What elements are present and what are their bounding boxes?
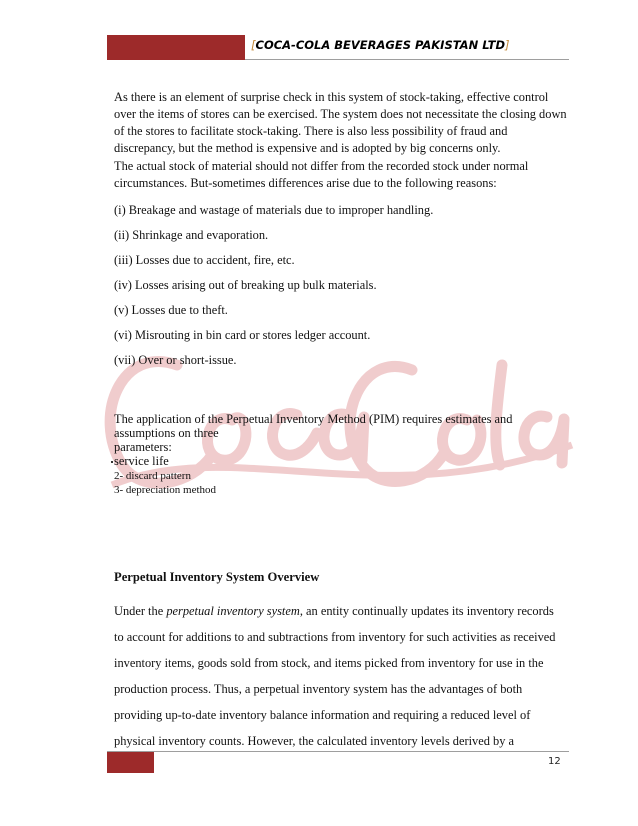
- section-intro-after: , an entity continually updates its inventory records: [299, 604, 554, 618]
- pim-item-service-life: service life: [114, 454, 169, 468]
- section-line: production process. Thus, a perpetual inventory system has the advantages of both: [114, 682, 523, 696]
- section-line-intro: [114, 603, 554, 620]
- pim-line-1: The application of the Perpetual Inventory Method (PIM) requires estimates and: [114, 412, 513, 426]
- reason-item: (iii) Losses due to accident, fire, etc.: [114, 253, 295, 267]
- pim-line-3: parameters:: [114, 440, 172, 454]
- header-accent-bar: [107, 35, 245, 60]
- header-bracket-open: [: [251, 38, 256, 52]
- footer-rule: [107, 751, 569, 752]
- pim-line-2: assumptions on three: [114, 426, 219, 440]
- paragraph-surprise-check: As there is an element of surprise check in this system of stock-taking, effective control over the items of stores can be exercised. The system does not necessitate the closing down of the stores to facilitate stock-taking. There is also less possibility of fraud and discrepancy, but the method is expensive and is adopted by big concerns only.: [114, 90, 567, 155]
- section-intro-emphasis: perpetual inventory system: [166, 604, 300, 618]
- section-line: physical inventory counts. However, the calculated inventory levels derived by a: [114, 734, 515, 748]
- section-line: inventory items, goods sold from stock, and items picked from inventory for use in the: [114, 656, 544, 670]
- section-intro-before: Under the: [114, 604, 167, 618]
- reason-item: (vii) Over or short-issue.: [114, 353, 237, 367]
- list-marker: [111, 461, 113, 463]
- reason-item: (ii) Shrinkage and evaporation.: [114, 228, 269, 242]
- paragraph-actual-stock: The actual stock of material should not differ from the recorded stock under normal circumstances. But-sometimes differences arise due to the following reasons:: [114, 159, 529, 190]
- section-heading: Perpetual Inventory System Overview: [114, 570, 320, 584]
- reason-item: (i) Breakage and wastage of materials due to improper handling.: [114, 203, 434, 217]
- section-line: to account for additions to and subtractions from inventory for such activities as received: [114, 630, 556, 644]
- page-number: 12: [548, 756, 561, 767]
- header-company-name: COCA-COLA BEVERAGES PAKISTAN LTD: [255, 38, 506, 52]
- reason-item: (vi) Misrouting in bin card or stores ledger account.: [114, 328, 371, 342]
- header-bracket-close: ]: [505, 38, 510, 52]
- reason-item: (iv) Losses arising out of breaking up bulk materials.: [114, 278, 377, 292]
- pim-item-depreciation-method: 3- depreciation method: [114, 484, 217, 496]
- footer-accent-bar: [107, 752, 154, 773]
- reason-item: (v) Losses due to theft.: [114, 303, 228, 317]
- section-line: providing up-to-date inventory balance information and requiring a reduced level of: [114, 708, 531, 722]
- header-title: [251, 38, 510, 52]
- header-rule: [245, 59, 569, 60]
- pim-item-discard-pattern: 2- discard pattern: [114, 470, 191, 482]
